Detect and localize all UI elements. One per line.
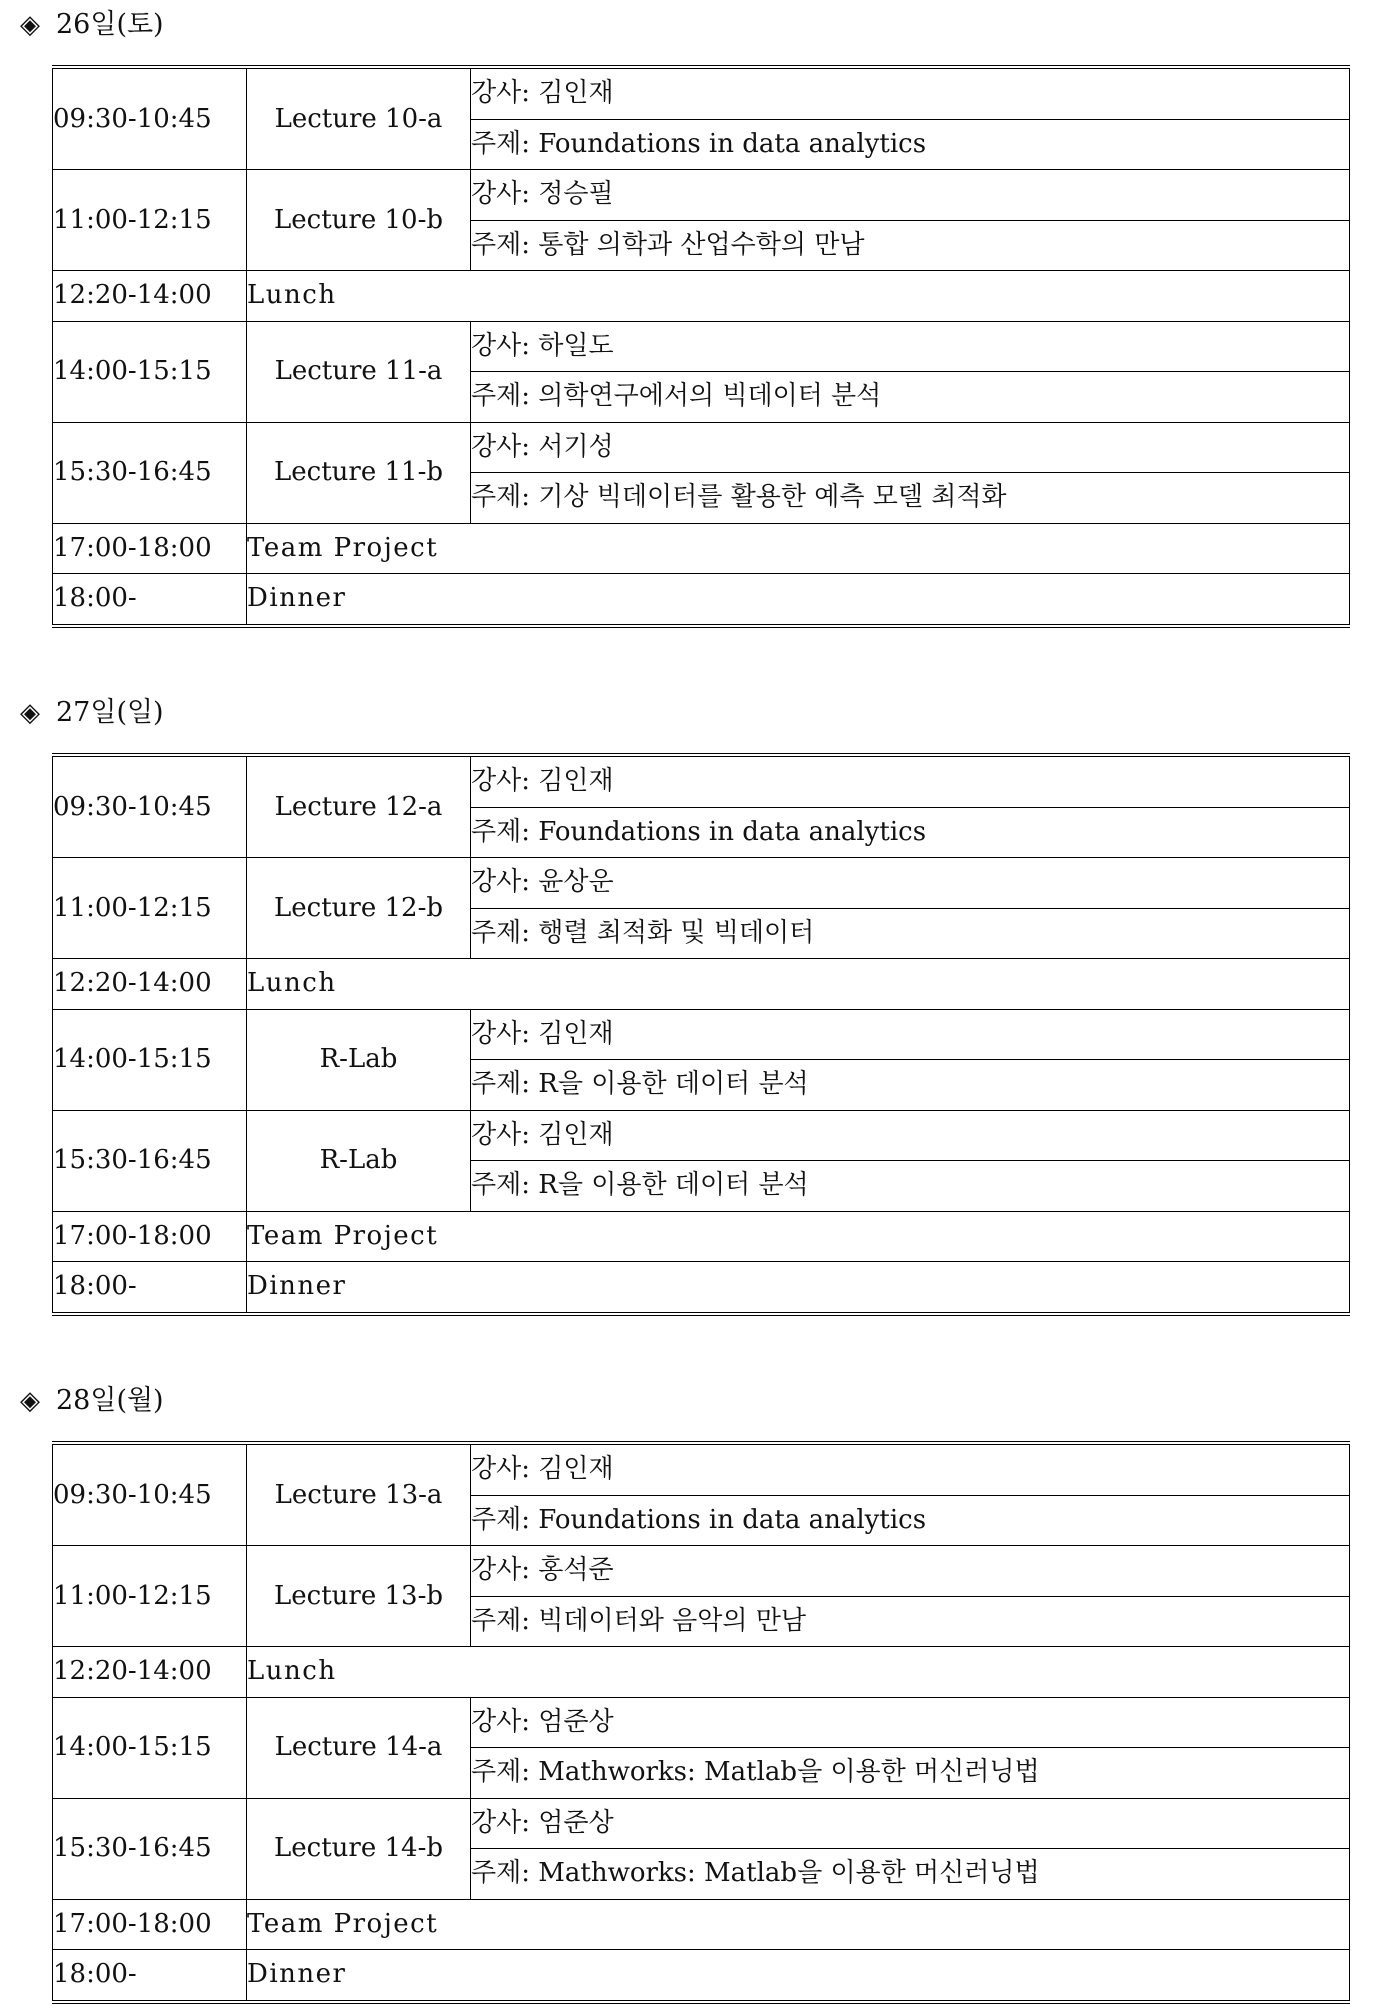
day-title-text: 26일(토) [56, 9, 164, 40]
day-title-text: 27일(일) [56, 697, 164, 728]
topic-cell: 주제: Foundations in data analytics [471, 119, 1350, 170]
table-row [53, 1211, 1350, 1262]
session-cell: Lecture 13-b [247, 1546, 471, 1647]
topic-cell: 주제: 행렬 최적화 및 빅데이터 [471, 908, 1350, 959]
table-row [53, 755, 1350, 807]
table-row [53, 1647, 1350, 1698]
speaker-cell: 강사: 서기성 [471, 422, 1350, 473]
topic-cell: 주제: Mathworks: Matlab을 이용한 머신러닝법 [471, 1849, 1350, 1900]
time-cell: 09:30-10:45 [53, 67, 247, 170]
table-row [53, 67, 1350, 119]
time-cell: 12:20-14:00 [53, 959, 247, 1010]
time-cell: 17:00-18:00 [53, 1899, 247, 1950]
table-row [53, 1798, 1350, 1849]
day-title-text: 28일(월) [56, 1385, 164, 1416]
session-cell: Lecture 11-a [247, 321, 471, 422]
activity-cell: Team Project [247, 523, 1350, 574]
speaker-cell: 강사: 정승필 [471, 170, 1350, 221]
activity-cell: Lunch [247, 1647, 1350, 1698]
speaker-cell: 강사: 김인재 [471, 1009, 1350, 1060]
time-cell: 11:00-12:15 [53, 1546, 247, 1647]
session-cell: R-Lab [247, 1009, 471, 1110]
activity-cell: Team Project [247, 1899, 1350, 1950]
session-cell: Lecture 12-b [247, 858, 471, 959]
table-row [53, 1899, 1350, 1950]
topic-cell: 주제: 빅데이터와 음악의 만남 [471, 1596, 1350, 1647]
table-row [53, 271, 1350, 322]
diamond-bullet-icon: ◈ [20, 698, 40, 728]
table-row [53, 574, 1350, 626]
time-cell: 11:00-12:15 [53, 170, 247, 271]
time-cell: 18:00- [53, 574, 247, 626]
day-title [20, 5, 164, 45]
time-cell: 18:00- [53, 1950, 247, 2002]
speaker-cell: 강사: 김인재 [471, 67, 1350, 119]
session-cell: Lecture 12-a [247, 755, 471, 858]
session-cell: Lecture 14-b [247, 1798, 471, 1899]
table-row [53, 1950, 1350, 2002]
diamond-bullet-icon: ◈ [20, 1386, 40, 1416]
table-row [53, 959, 1350, 1010]
topic-cell: 주제: R을 이용한 데이터 분석 [471, 1161, 1350, 1212]
diamond-bullet-icon: ◈ [20, 10, 40, 40]
activity-cell: Dinner [247, 1950, 1350, 2002]
topic-cell: 주제: Foundations in data analytics [471, 1495, 1350, 1546]
time-cell: 11:00-12:15 [53, 858, 247, 959]
table-row [53, 1697, 1350, 1748]
time-cell: 17:00-18:00 [53, 523, 247, 574]
session-cell: Lecture 10-b [247, 170, 471, 271]
topic-cell: 주제: 통합 의학과 산업수학의 만남 [471, 220, 1350, 271]
schedule-table [52, 753, 1350, 1316]
topic-cell: 주제: 기상 빅데이터를 활용한 예측 모델 최적화 [471, 473, 1350, 524]
time-cell: 15:30-16:45 [53, 1798, 247, 1899]
table-row [53, 1110, 1350, 1161]
time-cell: 14:00-15:15 [53, 1009, 247, 1110]
time-cell: 15:30-16:45 [53, 1110, 247, 1211]
table-row [53, 1443, 1350, 1495]
time-cell: 12:20-14:00 [53, 271, 247, 322]
activity-cell: Lunch [247, 271, 1350, 322]
time-cell: 09:30-10:45 [53, 755, 247, 858]
session-cell: Lecture 10-a [247, 67, 471, 170]
table-row [53, 1546, 1350, 1597]
activity-cell: Lunch [247, 959, 1350, 1010]
schedule-table [52, 1441, 1350, 2004]
speaker-cell: 강사: 김인재 [471, 1110, 1350, 1161]
time-cell: 14:00-15:15 [53, 321, 247, 422]
table-row [53, 170, 1350, 221]
day-title [20, 1381, 164, 1421]
speaker-cell: 강사: 윤상운 [471, 858, 1350, 909]
topic-cell: 주제: Mathworks: Matlab을 이용한 머신러닝법 [471, 1748, 1350, 1799]
table-row [53, 1009, 1350, 1060]
session-cell: Lecture 11-b [247, 422, 471, 523]
activity-cell: Dinner [247, 1262, 1350, 1314]
activity-cell: Team Project [247, 1211, 1350, 1262]
time-cell: 15:30-16:45 [53, 422, 247, 523]
table-row [53, 321, 1350, 372]
table-row [53, 523, 1350, 574]
time-cell: 18:00- [53, 1262, 247, 1314]
day-title [20, 693, 164, 733]
session-cell: R-Lab [247, 1110, 471, 1211]
speaker-cell: 강사: 엄준상 [471, 1798, 1350, 1849]
speaker-cell: 강사: 김인재 [471, 1443, 1350, 1495]
time-cell: 09:30-10:45 [53, 1443, 247, 1546]
session-cell: Lecture 14-a [247, 1697, 471, 1798]
time-cell: 17:00-18:00 [53, 1211, 247, 1262]
session-cell: Lecture 13-a [247, 1443, 471, 1546]
activity-cell: Dinner [247, 574, 1350, 626]
topic-cell: 주제: R을 이용한 데이터 분석 [471, 1060, 1350, 1111]
speaker-cell: 강사: 하일도 [471, 321, 1350, 372]
time-cell: 14:00-15:15 [53, 1697, 247, 1798]
speaker-cell: 강사: 엄준상 [471, 1697, 1350, 1748]
table-row [53, 858, 1350, 909]
topic-cell: 주제: 의학연구에서의 빅데이터 분석 [471, 372, 1350, 423]
speaker-cell: 강사: 김인재 [471, 755, 1350, 807]
table-row [53, 422, 1350, 473]
table-row [53, 1262, 1350, 1314]
time-cell: 12:20-14:00 [53, 1647, 247, 1698]
topic-cell: 주제: Foundations in data analytics [471, 807, 1350, 858]
schedule-table [52, 65, 1350, 628]
speaker-cell: 강사: 홍석준 [471, 1546, 1350, 1597]
